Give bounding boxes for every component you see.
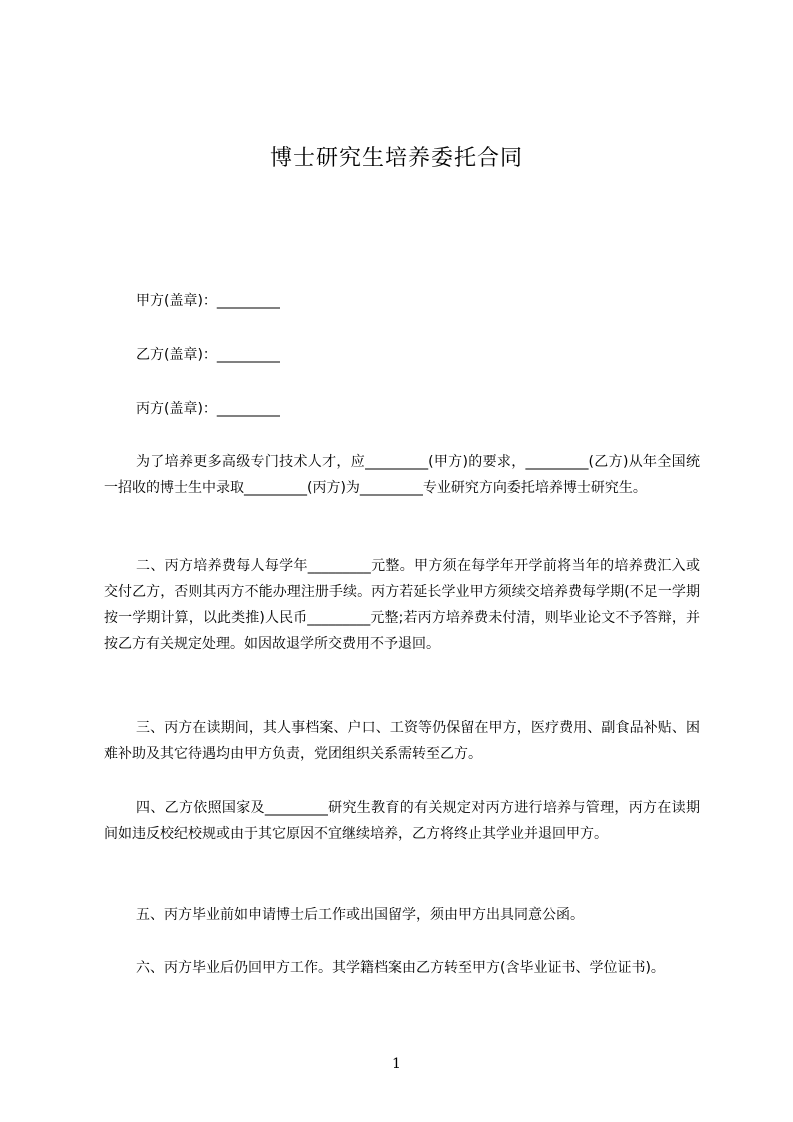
paragraph-preamble: 为了培养更多高级专门技术人才，应_________(甲方)的要求，_________(乙方)从年全国统一招收的博士生中录取_________(丙方)为_________专业研究方向委托培养博士研究生。: [104, 454, 700, 496]
page-number: 1: [392, 1056, 401, 1072]
paragraph-clause-4: 四、乙方依照国家及_________研究生教育的有关规定对丙方进行培养与管理，丙方在读期间如违反校纪校规或由于其它原因不宜继续培养，乙方将终止其学业并退回甲方。: [104, 800, 700, 842]
paragraph-clause-3: 三、丙方在读期间，其人事档案、户口、工资等仍保留在甲方，医疗费用、副食品补贴、困难补助及其它待遇均由甲方负责，党团组织关系需转至乙方。: [104, 720, 700, 762]
paragraph-clause-5: 五、丙方毕业前如申请博士后工作或出国留学，须由甲方出具同意公函。: [136, 907, 584, 923]
document-title: 博士研究生培养委托合同: [269, 146, 523, 171]
paragraph-clause-2: 二、丙方培养费每人每学年_________元整。甲方须在每学年开学前将当年的培养费汇入或交付乙方，否则其丙方不能办理注册手续。丙方若延长学业甲方须续交培养费每学期(不足一学期按一学期计算，以此类推)人民币_________元整;若丙方培养费未付清，则毕业论文不予答辩，并按乙方有关规定处理。如因故退学所交费用不予退回。: [104, 558, 700, 652]
party-c-seal-line: 丙方(盖章)：_________: [136, 401, 280, 417]
party-b-seal-line: 乙方(盖章)：_________: [136, 347, 280, 363]
paragraph-clause-6: 六、丙方毕业后仍回甲方工作。其学籍档案由乙方转至甲方(含毕业证书、学位证书)。: [136, 960, 665, 976]
party-a-seal-line: 甲方(盖章)：_________: [136, 293, 280, 309]
